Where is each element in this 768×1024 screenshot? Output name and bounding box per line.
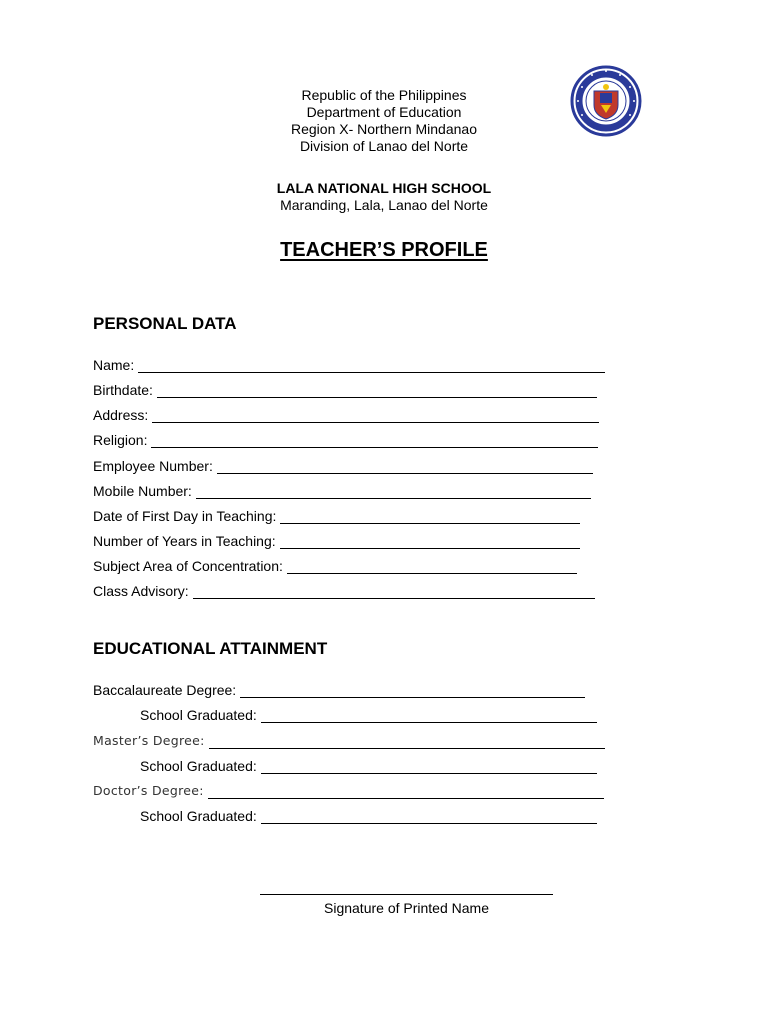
field-blank[interactable]	[240, 683, 585, 698]
header-department: Department of Education	[306, 104, 462, 120]
field-blank[interactable]	[138, 358, 605, 373]
section-educational-attainment: EDUCATIONAL ATTAINMENT	[93, 639, 328, 658]
field-doctors-degree[interactable]	[93, 782, 604, 800]
field-employee-number[interactable]	[93, 457, 593, 475]
section-personal-data: PERSONAL DATA	[93, 314, 237, 333]
field-blank[interactable]	[209, 734, 605, 749]
field-address[interactable]	[93, 406, 599, 424]
field-label: Mobile Number:	[93, 483, 192, 499]
field-name[interactable]	[93, 356, 605, 374]
header-division: Division of Lanao del Norte	[299, 138, 469, 154]
field-blank[interactable]	[152, 408, 599, 423]
field-blank[interactable]	[196, 484, 591, 499]
field-mobile-number[interactable]	[93, 482, 591, 500]
field-class-advisory[interactable]	[93, 582, 595, 600]
header-republic: Republic of the Philippines	[301, 87, 467, 103]
field-masters-degree[interactable]	[93, 732, 605, 750]
field-label: Class Advisory:	[93, 583, 189, 599]
school-address: Maranding, Lala, Lanao del Norte	[280, 197, 488, 213]
page-title-text: TEACHER’S PROFILE	[280, 239, 488, 261]
field-years-teaching[interactable]	[93, 532, 580, 550]
field-blank[interactable]	[280, 509, 580, 524]
school-block	[0, 180, 768, 214]
field-first-day-teaching[interactable]	[93, 507, 580, 525]
field-label: Employee Number:	[93, 458, 213, 474]
field-label: Name:	[93, 357, 135, 373]
field-blank[interactable]	[280, 534, 580, 549]
field-label: School Graduated:	[140, 808, 257, 824]
header-region: Region X- Northern Mindanao	[291, 121, 477, 137]
field-subject-area[interactable]	[93, 557, 577, 575]
field-label: School Graduated:	[140, 758, 257, 774]
field-doctors-school[interactable]	[140, 807, 597, 825]
field-label: Subject Area of Concentration:	[93, 558, 283, 574]
field-label: Birthdate:	[93, 382, 153, 398]
field-label: Baccalaureate Degree:	[93, 682, 237, 698]
field-label: Number of Years in Teaching:	[93, 533, 276, 549]
field-label: Doctor’s Degree:	[93, 783, 204, 798]
field-label: Master’s Degree:	[93, 733, 205, 748]
agency-header	[0, 87, 768, 155]
field-blank[interactable]	[261, 708, 597, 723]
field-blank[interactable]	[261, 809, 597, 824]
field-masters-school[interactable]	[140, 757, 597, 775]
field-baccalaureate-school[interactable]	[140, 706, 597, 724]
field-blank[interactable]	[287, 559, 577, 574]
signature-line[interactable]	[260, 894, 553, 895]
field-blank[interactable]	[208, 784, 604, 799]
field-label: Date of First Day in Teaching:	[93, 508, 277, 524]
field-label: School Graduated:	[140, 707, 257, 723]
school-name: LALA NATIONAL HIGH SCHOOL	[276, 180, 492, 196]
field-religion[interactable]	[93, 431, 598, 449]
signature-label: Signature of Printed Name	[324, 900, 489, 916]
field-blank[interactable]	[261, 759, 597, 774]
page-title	[0, 238, 768, 262]
field-baccalaureate-degree[interactable]	[93, 681, 585, 699]
field-blank[interactable]	[217, 459, 593, 474]
field-label: Religion:	[93, 432, 148, 448]
field-birthdate[interactable]	[93, 381, 597, 399]
field-blank[interactable]	[193, 584, 595, 599]
field-blank[interactable]	[151, 433, 598, 448]
field-blank[interactable]	[157, 383, 597, 398]
field-label: Address:	[93, 407, 149, 423]
